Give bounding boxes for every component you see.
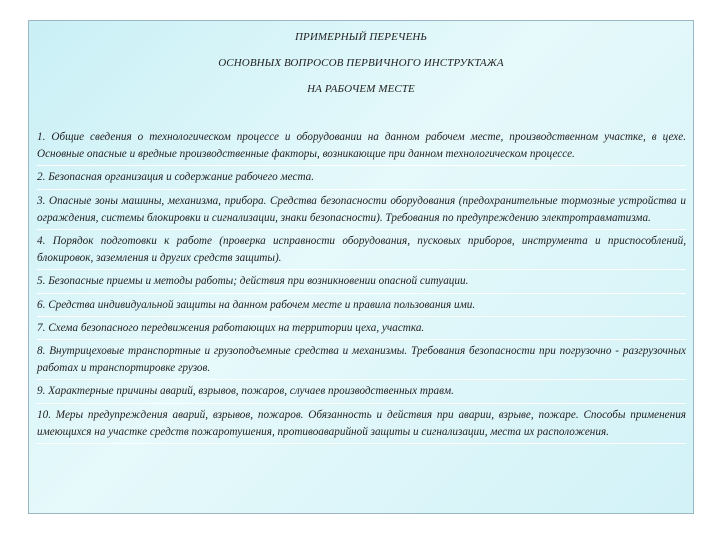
question-list — [37, 129, 686, 447]
list-item-8: 8. Внутрицеховые транспортные и грузоподъемные средства и механизмы. Требования безопасности при погрузочно - разгрузочных работах и транспортировке грузов. — [37, 343, 686, 380]
list-item-5: 5. Безопасные приемы и методы работы; действия при возникновении опасной ситуации. — [37, 273, 686, 293]
list-item-9: 9. Характерные причины аварий, взрывов, пожаров, случаев производственных травм. — [37, 383, 686, 403]
list-item-10: 10. Меры предупреждения аварий, взрывов, пожаров. Обязанность и действия при аварии, взрыве, пожаре. Способы применения имеющихся на участке средств пожаротушения, противоаварийной защиты и сигнализации, места их расположения. — [37, 407, 686, 444]
list-item-6: 6. Средства индивидуальной защиты на данном рабочем месте и правила пользования ими. — [37, 297, 686, 317]
heading-line-1: ПРИМЕРНЫЙ ПЕРЕЧЕНЬ — [294, 31, 428, 43]
list-item-1: 1. Общие сведения о технологическом процессе и оборудовании на данном рабочем месте, производственном участке, в цехе. Основные опасные и вредные производственные факторы, возникающие при данном технологическом процессе. — [37, 129, 686, 166]
list-item-3: 3. Опасные зоны машины, механизма, прибора. Средства безопасности оборудования (предохранительные тормозные устройства и ограждения, системы блокировки и сигнализации, знаки безопасности). Требования по предупреждению электротравматизма. — [37, 193, 686, 230]
list-item-7: 7. Схема безопасного передвижения работающих на территории цеха, участка. — [37, 320, 686, 340]
list-item-2: 2. Безопасная организация и содержание рабочего места. — [37, 169, 686, 189]
list-item-4: 4. Порядок подготовки к работе (проверка исправности оборудования, пусковых приборов, инструмента и приспособлений, блокировок, заземления и других средств защиты). — [37, 233, 686, 270]
document-slide — [28, 20, 694, 514]
heading-line-2: ОСНОВНЫХ ВОПРОСОВ ПЕРВИЧНОГО ИНСТРУКТАЖА — [218, 57, 504, 69]
heading-line-3: НА РАБОЧЕМ МЕСТЕ — [307, 83, 415, 95]
